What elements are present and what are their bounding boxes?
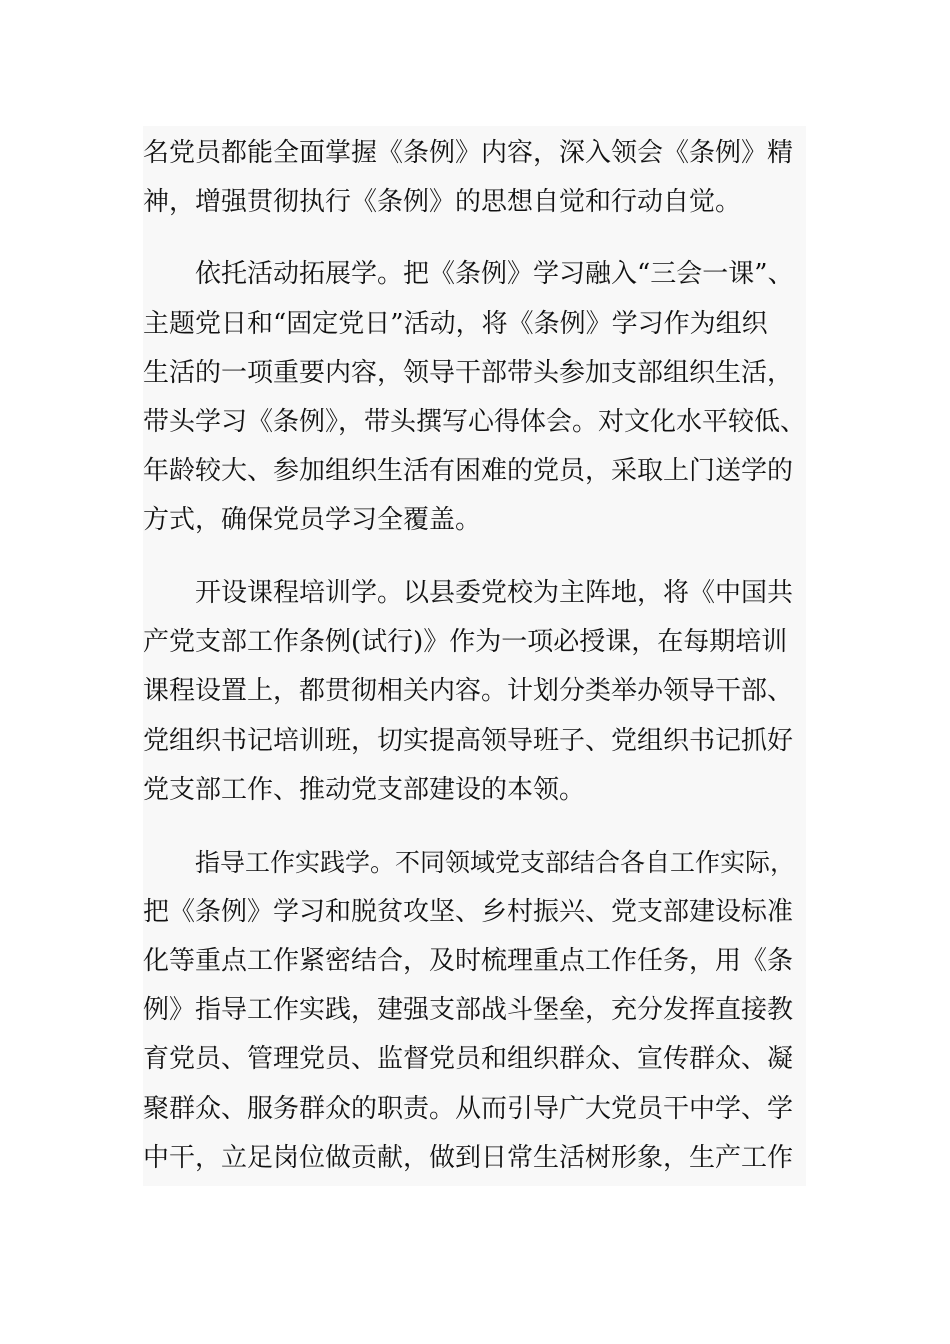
text-line: 中干，立足岗位做贡献，做到日常生活树形象，生产工作 xyxy=(143,1143,794,1173)
text-line: 聚群众、服务群众的职责。从而引导广大党员干中学、学 xyxy=(143,1094,794,1124)
text-line: 育党员、管理党员、监督党员和组织群众、宣传群众、凝 xyxy=(143,1044,794,1074)
text-line: 把《条例》学习和脱贫攻坚、乡村振兴、党支部建设标准 xyxy=(143,897,794,927)
text-line: 名党员都能全面掌握《条例》内容，深入领会《条例》精 xyxy=(143,138,794,168)
text-line: 例》指导工作实践，建强支部战斗堡垒，充分发挥直接教 xyxy=(143,995,794,1025)
text-line: 方式，确保党员学习全覆盖。 xyxy=(143,505,482,535)
text-line: 党支部工作、推动党支部建设的本领。 xyxy=(143,775,586,805)
document-body xyxy=(143,126,806,1186)
text-line: 课程设置上，都贯彻相关内容。计划分类举办领导干部、 xyxy=(143,676,794,706)
text-line: 主题党日和“固定党日”活动，将《条例》学习作为组织 xyxy=(143,309,768,339)
paragraph-first-line: 开设课程培训学。以县委党校为主阵地，将《中国共 xyxy=(195,578,794,608)
text-line: 神，增强贯彻执行《条例》的思想自觉和行动自觉。 xyxy=(143,187,742,217)
text-line: 产党支部工作条例(试行)》作为一项必授课，在每期培训 xyxy=(143,627,788,657)
text-line: 党组织书记培训班，切实提高领导班子、党组织书记抓好 xyxy=(143,726,794,756)
text-line: 化等重点工作紧密结合，及时梳理重点工作任务，用《条 xyxy=(143,946,794,976)
text-line: 带头学习《条例》，带头撰写心得体会。对文化水平较低、 xyxy=(143,407,807,437)
text-line: 年龄较大、参加组织生活有困难的党员，采取上门送学的 xyxy=(143,456,794,486)
paragraph-first-line: 指导工作实践学。不同领域党支部结合各自工作实际， xyxy=(195,848,796,877)
paragraph-first-line: 依托活动拓展学。把《条例》学习融入“三会一课”、 xyxy=(195,259,794,289)
text-line: 生活的一项重要内容，领导干部带头参加支部组织生活， xyxy=(143,358,794,388)
